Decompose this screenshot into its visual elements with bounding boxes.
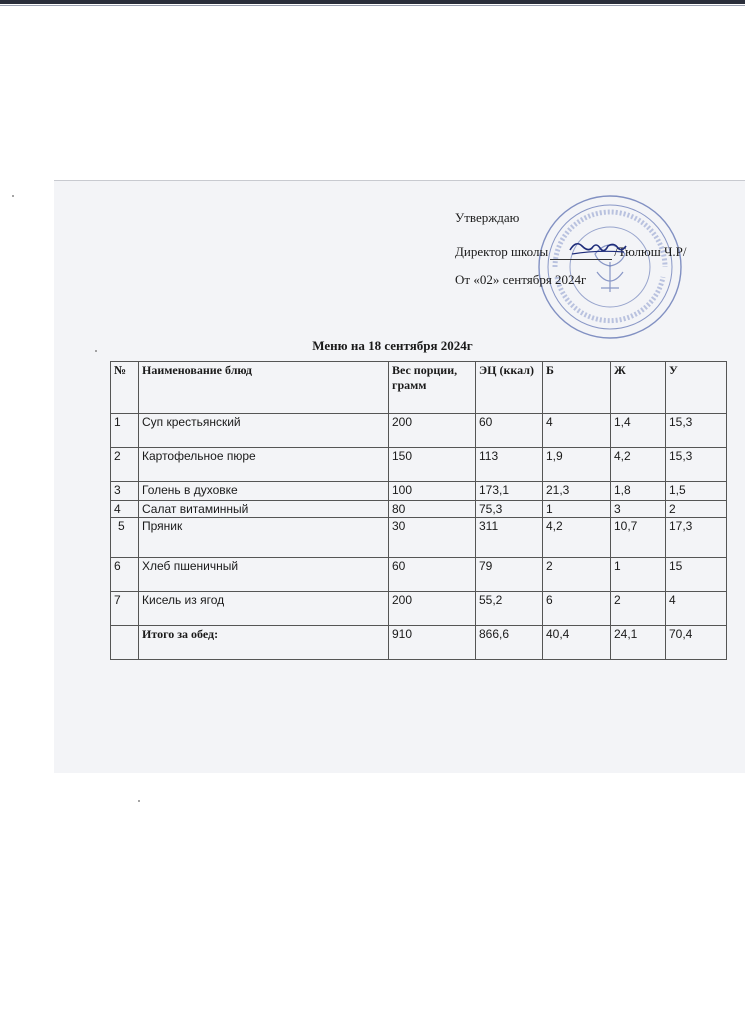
header-kcal: ЭЦ (ккал) [476, 362, 543, 414]
cell-fat: 10,7 [611, 518, 666, 558]
cell-dish-name: Голень в духовке [139, 482, 389, 501]
scan-speck [12, 195, 14, 197]
cell-weight: 100 [389, 482, 476, 501]
menu-table [110, 361, 727, 660]
cell-protein: 21,3 [543, 482, 611, 501]
table-row [111, 501, 727, 518]
director-prefix: Директор школы [455, 244, 549, 259]
cell-carbs: 2 [666, 501, 727, 518]
cell-carbs: 15 [666, 558, 727, 592]
handwritten-signature [568, 236, 628, 260]
cell-fat: 2 [611, 592, 666, 626]
cell-number: 1 [111, 414, 139, 448]
cell-protein: 1 [543, 501, 611, 518]
cell-kcal: 311 [476, 518, 543, 558]
cell-carbs: 15,3 [666, 448, 727, 482]
header-number: № [111, 362, 139, 414]
cell-number [111, 626, 139, 660]
cell-weight: 80 [389, 501, 476, 518]
total-kcal: 866,6 [476, 626, 543, 660]
cell-dish-name: Суп крестьянский [139, 414, 389, 448]
cell-carbs: 15,3 [666, 414, 727, 448]
cell-number: 3 [111, 482, 139, 501]
cell-dish-name: Салат витаминный [139, 501, 389, 518]
total-fat: 24,1 [611, 626, 666, 660]
cell-dish-name: Пряник [139, 518, 389, 558]
cell-dish-name: Кисель из ягод [139, 592, 389, 626]
header-dish-name: Наименование блюд [139, 362, 389, 414]
cell-weight: 30 [389, 518, 476, 558]
total-protein: 40,4 [543, 626, 611, 660]
scan-edge [0, 0, 745, 4]
cell-number: 4 [111, 501, 139, 518]
cell-dish-name: Картофельное пюре [139, 448, 389, 482]
cell-kcal: 75,3 [476, 501, 543, 518]
total-carbs: 70,4 [666, 626, 727, 660]
cell-kcal: 173,1 [476, 482, 543, 501]
cell-kcal: 60 [476, 414, 543, 448]
cell-fat: 1,4 [611, 414, 666, 448]
cell-protein: 2 [543, 558, 611, 592]
table-row [111, 558, 727, 592]
scan-speck [138, 800, 140, 802]
cell-fat: 3 [611, 501, 666, 518]
scan-edge-line [0, 5, 745, 6]
cell-number: 5 [111, 518, 139, 558]
table-row [111, 414, 727, 448]
cell-dish-name: Хлеб пшеничный [139, 558, 389, 592]
header-fat: Ж [611, 362, 666, 414]
table-row [111, 592, 727, 626]
table-row [111, 448, 727, 482]
total-label: Итого за обед: [139, 626, 389, 660]
cell-fat: 1,8 [611, 482, 666, 501]
approve-label: Утверждаю [455, 210, 520, 225]
header-carbs: У [666, 362, 727, 414]
table-total-row [111, 626, 727, 660]
total-weight: 910 [389, 626, 476, 660]
school-stamp [535, 192, 685, 342]
table-header-row [111, 362, 727, 414]
cell-kcal: 113 [476, 448, 543, 482]
cell-weight: 200 [389, 592, 476, 626]
cell-weight: 150 [389, 448, 476, 482]
cell-protein: 6 [543, 592, 611, 626]
menu-title: Меню на 18 сентября 2024г [312, 338, 473, 353]
cell-fat: 1 [611, 558, 666, 592]
table-row [111, 518, 727, 558]
scan-speck [95, 350, 97, 352]
cell-carbs: 17,3 [666, 518, 727, 558]
cell-fat: 4,2 [611, 448, 666, 482]
cell-number: 6 [111, 558, 139, 592]
header-weight: Вес порции, грамм [389, 362, 476, 414]
director-name: /Тюлюш Ч.Р/ [614, 244, 687, 259]
cell-protein: 4,2 [543, 518, 611, 558]
cell-carbs: 1,5 [666, 482, 727, 501]
cell-weight: 60 [389, 558, 476, 592]
cell-weight: 200 [389, 414, 476, 448]
table-row [111, 482, 727, 501]
cell-kcal: 55,2 [476, 592, 543, 626]
cell-number: 2 [111, 448, 139, 482]
header-protein: Б [543, 362, 611, 414]
cell-number: 7 [111, 592, 139, 626]
cell-carbs: 4 [666, 592, 727, 626]
cell-protein: 4 [543, 414, 611, 448]
cell-protein: 1,9 [543, 448, 611, 482]
approval-date: От «02» сентября 2024г [455, 272, 587, 287]
cell-kcal: 79 [476, 558, 543, 592]
